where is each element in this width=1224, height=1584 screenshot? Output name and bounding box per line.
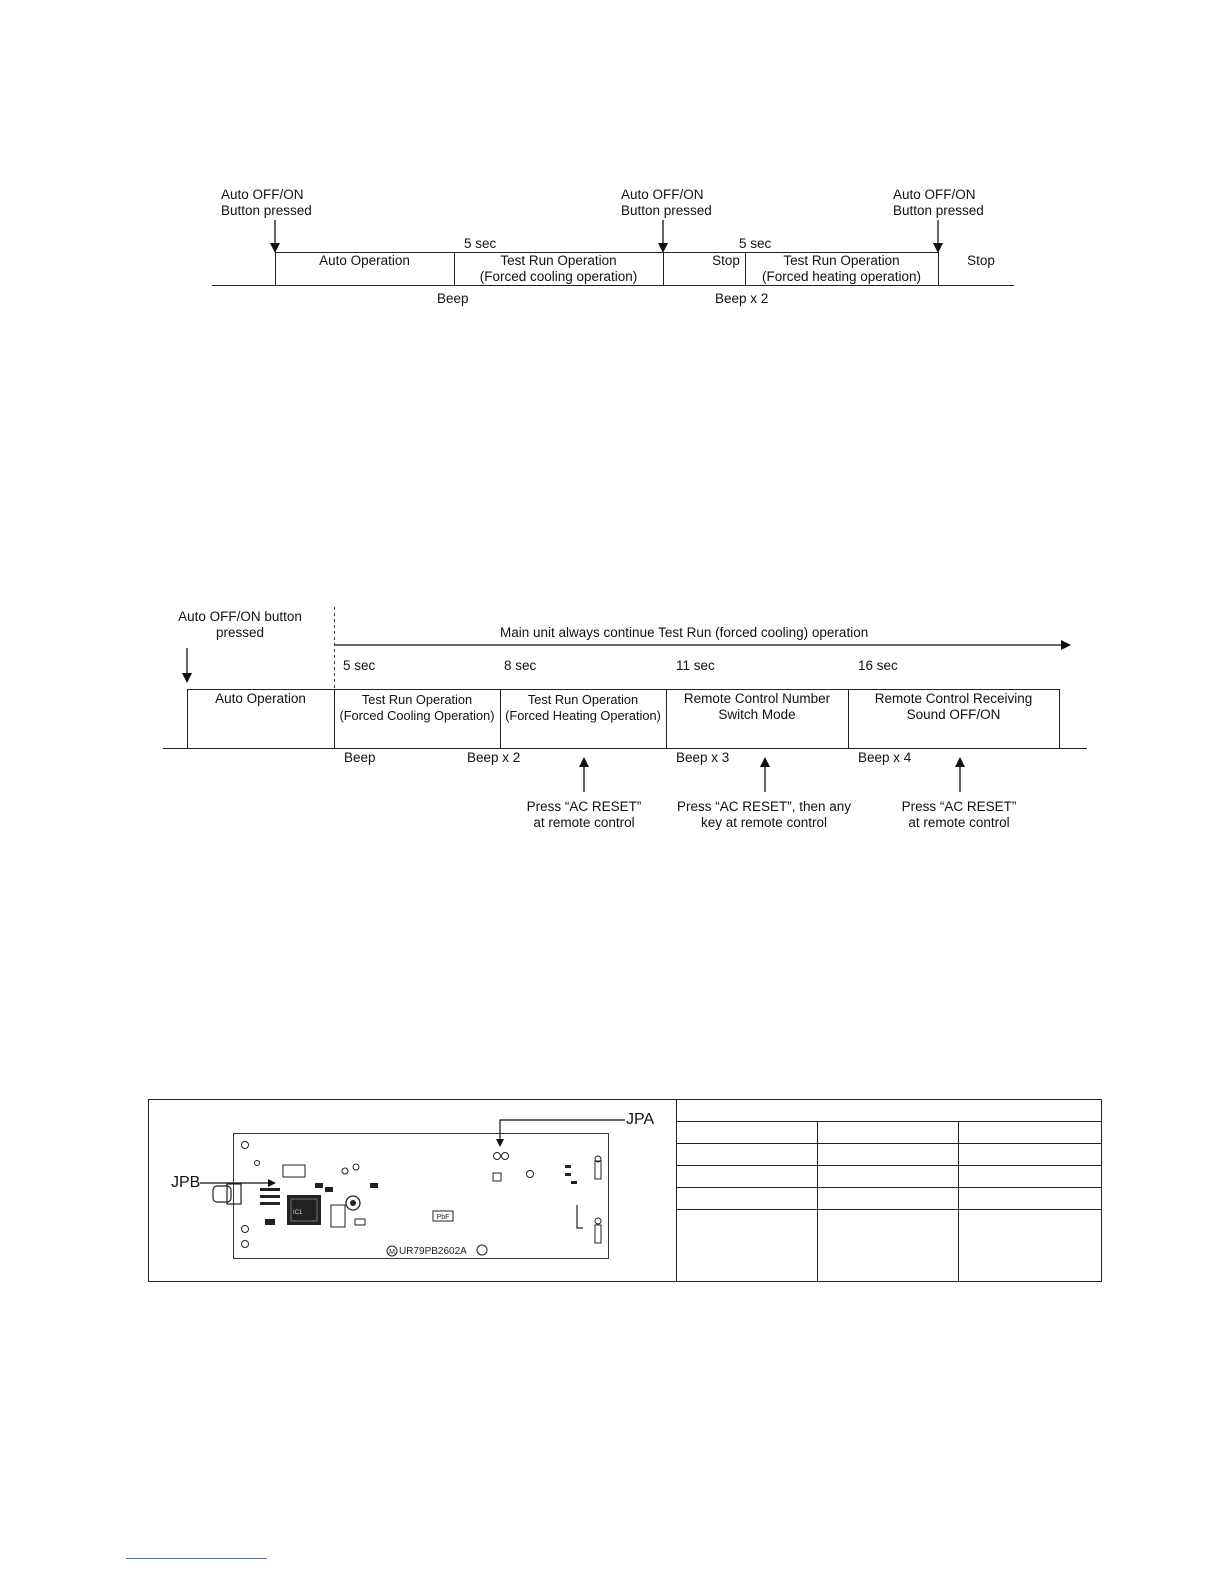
segment-forced-cooling: Test Run Operation (Forced Cooling Operation) <box>339 692 495 723</box>
segment-forced-cooling: Test Run Operation (Forced cooling operation) <box>479 253 638 284</box>
down-arrow-icon <box>656 220 670 254</box>
press-label-3: Auto OFF/ON Button pressed <box>893 187 984 218</box>
segment-auto-operation: Auto Operation <box>319 253 410 268</box>
press-label: Auto OFF/ON button pressed <box>178 609 302 640</box>
segment-auto-operation: Auto Operation <box>215 691 306 706</box>
baseline <box>163 748 1087 749</box>
time-label: 5 sec <box>343 658 376 673</box>
down-arrow-icon <box>931 220 945 254</box>
beep-label: Beep x 3 <box>676 750 730 765</box>
segment-stop: Stop <box>712 253 740 268</box>
baseline <box>212 285 1014 286</box>
press-label-1: Auto OFF/ON Button pressed <box>221 187 312 218</box>
table-col-line <box>817 1121 818 1282</box>
segment-remote-sound: Remote Control Receiving Sound OFF/ON <box>874 691 1033 722</box>
beep-label: Beep x 2 <box>715 291 769 306</box>
segment-forced-heating: Test Run Operation (Forced Heating Operation) <box>505 692 661 723</box>
board-marking: UR79PB2602A <box>399 1246 467 1257</box>
beep-label: Beep <box>344 750 376 765</box>
table-row-line <box>676 1209 1102 1210</box>
svg-text:M: M <box>389 1249 395 1256</box>
reset-instruction: Press “AC RESET” at remote control <box>901 799 1017 830</box>
time-label: 16 sec <box>858 658 898 673</box>
segment-forced-heating: Test Run Operation (Forced heating operation) <box>761 253 922 284</box>
jpa-label: JPA <box>626 1111 655 1128</box>
beep-label: Beep x 4 <box>858 750 912 765</box>
segment-stop: Stop <box>967 253 995 268</box>
segment-top-line <box>187 689 1059 690</box>
beep-label: Beep x 2 <box>467 750 521 765</box>
table-row-line <box>676 1143 1102 1144</box>
down-arrow-icon <box>180 648 194 684</box>
table-row-line <box>676 1121 1102 1122</box>
table-row-line <box>676 1187 1102 1188</box>
jpb-label: JPB <box>171 1174 201 1191</box>
time-label: 5 sec <box>464 236 497 251</box>
right-arrow-icon <box>335 638 1073 652</box>
beep-label: Beep <box>437 291 469 306</box>
up-arrow-icon <box>953 757 967 793</box>
table-row-line <box>676 1165 1102 1166</box>
table-col-line <box>958 1121 959 1282</box>
time-label: 5 sec <box>739 236 772 251</box>
pcb-components <box>205 1133 615 1263</box>
chip-label: PbF <box>436 1214 450 1221</box>
footer-rule <box>126 1558 267 1559</box>
time-label: 11 sec <box>676 658 715 673</box>
up-arrow-icon <box>577 757 591 793</box>
up-arrow-icon <box>758 757 772 793</box>
ic-label: IC1 <box>293 1210 303 1216</box>
continue-label: Main unit always continue Test Run (forced cooling) operation <box>500 625 869 640</box>
segment-divider <box>1059 689 1060 748</box>
reset-instruction: Press “AC RESET”, then any key at remote control <box>676 799 852 830</box>
time-label: 8 sec <box>504 658 537 673</box>
figure-divider <box>676 1099 677 1282</box>
press-label-2: Auto OFF/ON Button pressed <box>621 187 712 218</box>
down-arrow-icon <box>268 220 282 254</box>
segment-remote-number-switch: Remote Control Number Switch Mode <box>683 691 831 722</box>
reset-instruction: Press “AC RESET” at remote control <box>526 799 642 830</box>
